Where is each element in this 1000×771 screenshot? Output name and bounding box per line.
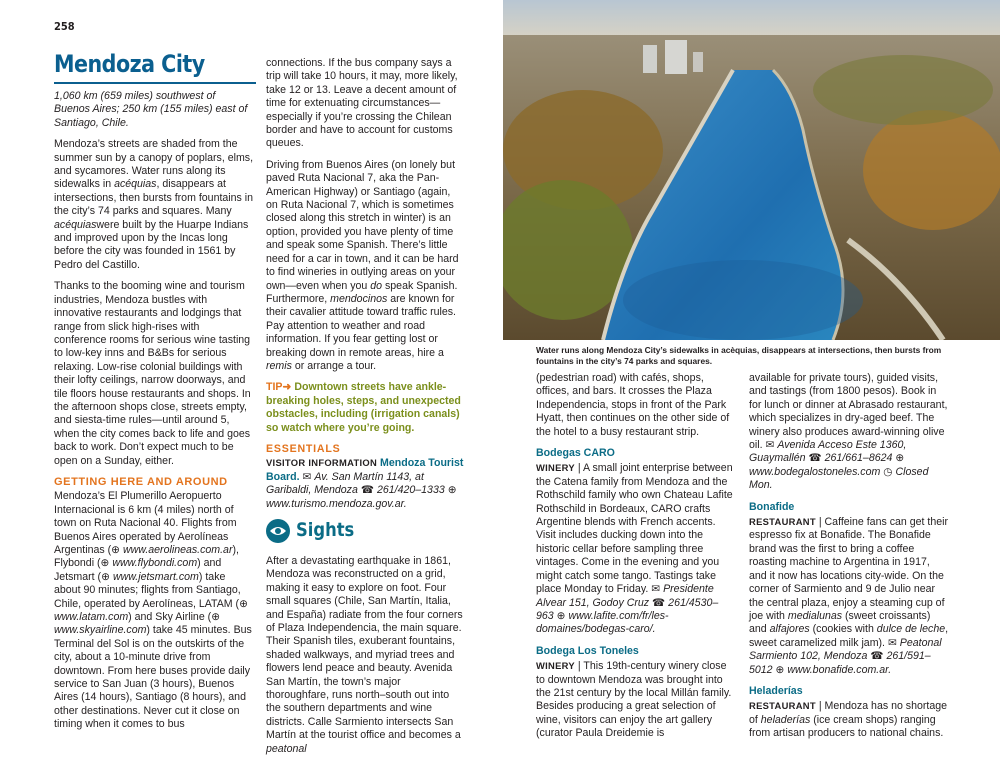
listing-bonafide-name: Bonafide <box>749 500 795 513</box>
listing-los-toneles: WINERY | This 19th-century winery close to downtown Mendoza was brought into the 21st century by the local Millán family. Besides producing a great selection of wine, visitors can enjoy the art gallery (curator Paula Dreidemie is <box>536 660 732 740</box>
web-icon: ⊕ <box>556 609 566 622</box>
visitor-info: VISITOR INFORMATION Mendoza Tourist Board. ✉ Av. San Martín 1143, at Garibaldi, Mendoza ☎ 261/420–1333 ⊕ www.turismo.mendoza.gov.ar. <box>266 457 464 510</box>
sights-title: Sights <box>296 519 355 542</box>
envelope-icon: ✉ <box>765 439 775 452</box>
link-skyairline[interactable]: www.skyairline.com <box>54 624 147 637</box>
getting-here-heading: GETTING HERE AND AROUND <box>54 475 228 488</box>
tip-box: TIP➜ Downtown streets have ankle-breaking holes, steps, and unexpected obstacles, including (irrigation canals) so watch where you’re going. <box>266 381 461 434</box>
sights-paragraph: After a devastating earthquake in 1861, Mendoza was reconstructed on a grid, making it easy to explore on foot. Four small squares (Chile, San Martín, Italia, and España) radiate from the four corners of Plaza Independencia, the main square. Their Spanish tiles, exuberant fountains, shaded walkways, and myriad trees and flowers lend peace and beauty. Avenida San Martín, the town’s major thoroughfare, runs north–south out into the southern departments and wine districts. Calle Sarmiento intersects San Martín at the tourist office and becomes a peatonal <box>266 555 463 755</box>
link-caro[interactable]: www.lafite.com/fr/les-domaines/bodegas-caro/. <box>536 609 669 636</box>
column-1 <box>54 90 254 740</box>
essentials-heading: ESSENTIALS <box>266 442 341 455</box>
web-icon: ⊕ <box>775 663 785 676</box>
envelope-icon: ✉ <box>302 470 312 483</box>
column-3 <box>536 372 734 749</box>
listing-heladerias: RESTAURANT | Mendoza has no shortage of heladerías (ice cream shops) ranging from artisan producers to national chains. <box>749 700 948 740</box>
link-latam[interactable]: www.latam.com <box>54 611 129 624</box>
web-icon: ⊕ <box>100 557 110 570</box>
clock-icon: ◷ <box>883 465 893 478</box>
driving-paragraph: Driving from Buenos Aires (on lonely but paved Ruta Nacional 7, aka the Pan-American Highway) or Santiago (again, on Ruta Nacional 7, which is sometimes closed along this stretch in winter) is an option, provided you have plenty of time and speak some Spanish. There’s little need for a car in town, and it can be hard to find wineries in outlying areas on your own—even when you do speak Spanish. Furthermore, mendocinos are known for their cavalier attitude toward traffic rules. Pay attention to weather and road information. If you fear getting lost or breaking down in remote areas, hire a remis or arrange a tour. <box>266 158 459 372</box>
listing-heladerias-name: Heladerías <box>749 684 803 697</box>
visitor-name: Mendoza Tourist Board. <box>266 457 464 483</box>
link-bonafide[interactable]: www.bonafide.com.ar. <box>787 663 892 676</box>
sights-header <box>266 519 464 543</box>
phone-icon: ☎ <box>808 452 822 465</box>
page-title: Mendoza City <box>54 50 205 78</box>
link-toneles[interactable]: www.bodegalostoneles.com <box>749 465 881 478</box>
getting-here-paragraph: Mendoza’s El Plumerillo Aeropuerto Internacional is 6 km (4 miles) north of town on Ruta Nacional 40. Flights from Buenos Aires operated by Aerolíneas Argentinas (⊕ www.aerolineas.com.ar), Flybondi (⊕ www.flybondi.com) and Jetsmart (⊕ www.jetsmart.com) take about 90 minutes; flights from Santiago, Chile, operated by Aerolíneas, LATAM (⊕ www.latam.com) and Sky Airline (⊕ www.skyairline.com) take 45 minutes. Bus Terminal del Sol is on the outskirts of the city, about a 10-minute drive from downtown. From here buses provide daily service to San Juan (3 hours), Buenos Aires (14 hours), Santiago (8 hours), and other destinations. Never cut it close on timing when it comes to bus <box>54 490 252 731</box>
page-number: 258 <box>54 20 75 33</box>
link-aerolineas[interactable]: www.aerolineas.com.ar <box>122 544 233 556</box>
link-jetsmart[interactable]: www.jetsmart.com <box>112 570 199 583</box>
title-rule <box>54 82 256 84</box>
listing-bodegas-caro: WINERY | A small joint enterprise between the Catena family from Mendoza and the Rothschild family who own Chateau Lafite Rothschild in Bordeaux, CARO crafts Argentine blends with French accents. Visit includes ducking down into the historic cellar before sampling three vintages. Come in the evening and you might catch some tango. Tastings take place Monday to Friday. ✉ Presidente Alvear 151, Godoy Cruz ☎ 261/4530–963 ⊕ www.lafite.com/fr/les-domaines/bodegas-caro/. <box>536 462 733 636</box>
peatonal-paragraph: (pedestrian road) with cafés, shops, offices, and bars. It crosses the Plaza Independencia, stops in front of the Park Hyatt, then continues on the other side of the hotel to a busy restaurant strip. <box>536 372 730 438</box>
phone-icon: ☎ <box>870 650 884 663</box>
web-icon: ⊕ <box>101 570 110 583</box>
bus-paragraph: connections. If the bus company says a trip will take 10 hours, it may, more likely, take 12 or 13. Leave a decent amount of time for extenuating circumstances—especially if you’re crossing the Chilean border and have to account for customs queues. <box>266 57 458 150</box>
web-icon: ⊕ <box>895 452 905 465</box>
listing-bonafide: RESTAURANT | Caffeine fans can get their espresso fix at Bonafide. The Bonafide brand was the first to bring a coffee roasting machine to Argentina in 1917, and it now has locations city-wide. On the corner of Sarmiento and 9 de Julio near the central plaza, enjoy a steaming cup of joe with medialunas (sweet croissants) and alfajores (cookies with dulce de leche, sweet caramelized milk jam). ✉ Peatonal Sarmiento 102, Mendoza ☎ 261/591–5012 ⊕ www.bonafide.com.ar. <box>749 516 949 676</box>
intro-paragraph-1: Mendoza’s streets are shaded from the summer sun by a canopy of poplars, elms, and sycamores. Water runs along its sidewalks in acéquias, disappears at intersections, then bursts from fountains in the city’s 74 parks and squares. Many acéquiaswere built by the Huarpe Indians and improved upon by the Incas long before the city was founded in 1561 by Pedro del Castillo. <box>54 138 254 271</box>
web-icon: ⊕ <box>111 544 121 556</box>
listing-bodegas-caro-name: Bodegas CARO <box>536 447 615 460</box>
column-4 <box>749 372 949 749</box>
column-2 <box>266 57 464 764</box>
phone-icon: ☎ <box>652 596 666 609</box>
web-icon: ⊕ <box>447 484 457 497</box>
tip-label: TIP➜ <box>266 381 292 394</box>
aerial-photo-mendoza-lake <box>503 0 1000 340</box>
link-turismo[interactable]: www.turismo.mendoza.gov.ar. <box>266 497 407 510</box>
phone-icon: ☎ <box>360 484 375 497</box>
web-icon: ⊕ <box>211 611 221 624</box>
envelope-icon: ✉ <box>651 583 661 596</box>
link-flybondi[interactable]: www.flybondi.com <box>112 557 198 570</box>
web-icon: ⊕ <box>239 597 248 610</box>
eye-icon <box>266 519 290 543</box>
listing-los-toneles-name: Bodega Los Toneles <box>536 644 639 657</box>
subtitle: 1,060 km (659 miles) southwest of Buenos Aires; 250 km (155 miles) east of Santiago, Chile. <box>54 90 248 129</box>
envelope-icon: ✉ <box>887 636 897 649</box>
photo-caption: Water runs along Mendoza City’s sidewalks in acèquias, disappears at intersections, then bursts from fountains in the city’s 74 parks and squares. <box>536 345 942 366</box>
los-toneles-continued: available for private tours), guided visits, and tastings (from 1800 pesos). Book in for lunch or dinner at Abrasado restaurant, which specializes in dry-aged beef. The winery also produces award-winning olive oil. ✉ Avenida Acceso Este 1360, Guaymallén ☎ 261/661–8624 ⊕ www.bodegalostoneles.com ◷ Closed Mon. <box>749 372 948 492</box>
intro-paragraph-2: Thanks to the booming wine and tourism industries, Mendoza bustles with innovative restaurants and lodgings that range from slick high-rises with conference rooms for serious wine tasting to low-key inns and B&Bs for serious relaxing. Low-rise colonial buildings with their lofty ceilings, narrow doorways, and tile floors house restaurants and shops. In the afternoon shops close, streets empty, and siesta-time rules—until around 5, when the city comes back to life and goes back to work. Don’t expect much to be open on a Sunday, either. <box>54 280 251 467</box>
